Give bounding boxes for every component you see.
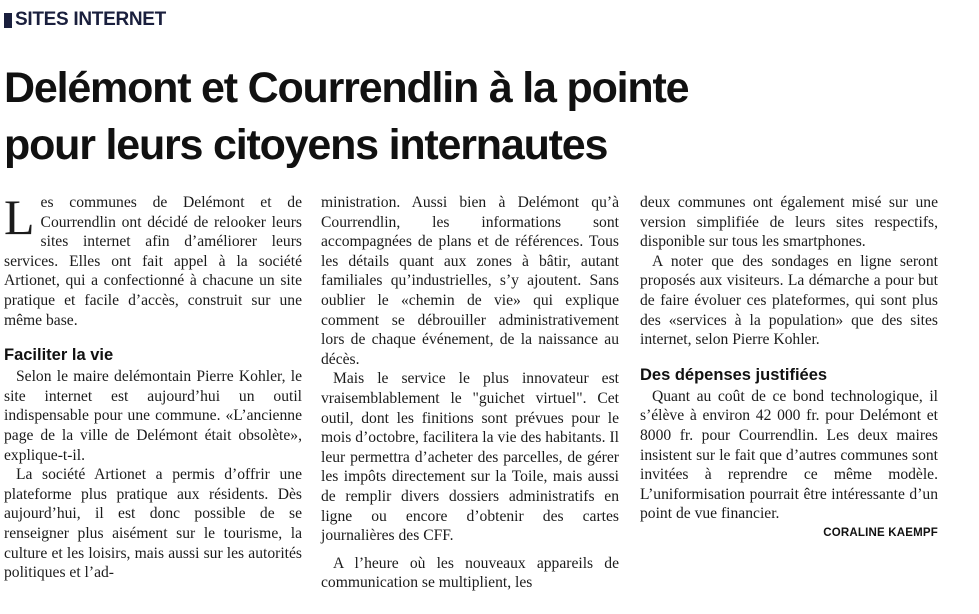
section-rubric (4, 9, 166, 31)
rubric-label: SITES INTERNET (15, 9, 166, 30)
final-text: Quant au coût de ce bond technologique, il s’élève à environ 42 000 fr. pour Delémont et 8000 fr. pour Courrendlin. Les deux maires insistent sur le fait que d’autres communes sont invitées à reprendre ce même modèle. L’uniformisation pourrait être intéressante d’un point de vue financier. (640, 387, 938, 523)
paragraph: La société Artionet a permis d’offrir une plateforme plus pratique aux résidents. Dès aujourd’hui, il est donc possible de se renseigner plus aisément sur le tourisme, la culture et les loisirs, mais aussi sur les autorités politiques et l’ad- (4, 466, 302, 582)
headline-line-2: pour leurs citoyens internautes (4, 121, 608, 169)
article-column-1 (4, 189, 302, 583)
paragraph: deux communes ont également misé sur une version simplifiée de leurs sites respectifs, disponible sur tous les smartphones. (640, 194, 938, 251)
byline-row (640, 524, 938, 544)
paragraph: Selon le maire delémontain Pierre Kohler, le site internet est aujourd’hui un outil indispensable pour une commune. «L’ancienne page de la ville de Delémont était obsolète», explique-t-il. (4, 368, 302, 464)
paragraph-final (640, 387, 938, 524)
paragraph: A noter que des sondages en ligne seront proposés aux visiteurs. La démarche a pour but de faire évoluer ces plateformes, qui sont plus des «services à la population» que des sites internet, selon Pierre Kohler. (640, 252, 938, 349)
dropcap: L (4, 189, 35, 245)
article-column-3 (640, 193, 938, 544)
lead-paragraph (4, 189, 302, 330)
subhead-faciliter: Faciliter la vie (4, 346, 114, 365)
article-column-2 (321, 193, 619, 593)
article-headline (4, 60, 964, 174)
lead-text: es communes de Delémont et de Courrendlin ont décidé de relooker leurs sites internet afin d’améliorer leurs services. Elles ont fait appel à la société Artionet, qui a confectionné à chacune un site pratique et facile d’accès, construit sur une même base. (4, 194, 302, 329)
headline-line-1: Delémont et Courrendlin à la pointe (4, 64, 689, 112)
paragraph: ministration. Aussi bien à Delémont qu’à Courrendlin, les informations sont accompagnées de plans et de références. Tous les détails quant aux zones à bâtir, autant familiales qu’industrielles, s’y ajoutent. Sans oublier le «chemin de vie» qui explique comment se débrouiller administrativement lors de chaque événement, de la naissance au décès. (321, 194, 619, 368)
author-byline: CORALINE KAEMPF (823, 526, 938, 539)
paragraph: A l’heure où les nouveaux appareils de communication se multiplient, les (321, 554, 619, 592)
rubric-marker (4, 13, 12, 28)
subhead-depenses: Des dépenses justifiées (640, 365, 828, 384)
paragraph: Mais le service le plus innovateur est vraisemblablement le "guichet virtuel". Cet outil, dont les finitions sont prévues pour le mois d’octobre, facilitera la vie des habitants. Il leur permettra d’acheter des parcelles, de gérer les impôts directement sur la Toile, mais aussi de remplir divers dossiers administratifs en ligne ou encore d’obtenir des cartes journalières des CFF. (321, 370, 619, 545)
